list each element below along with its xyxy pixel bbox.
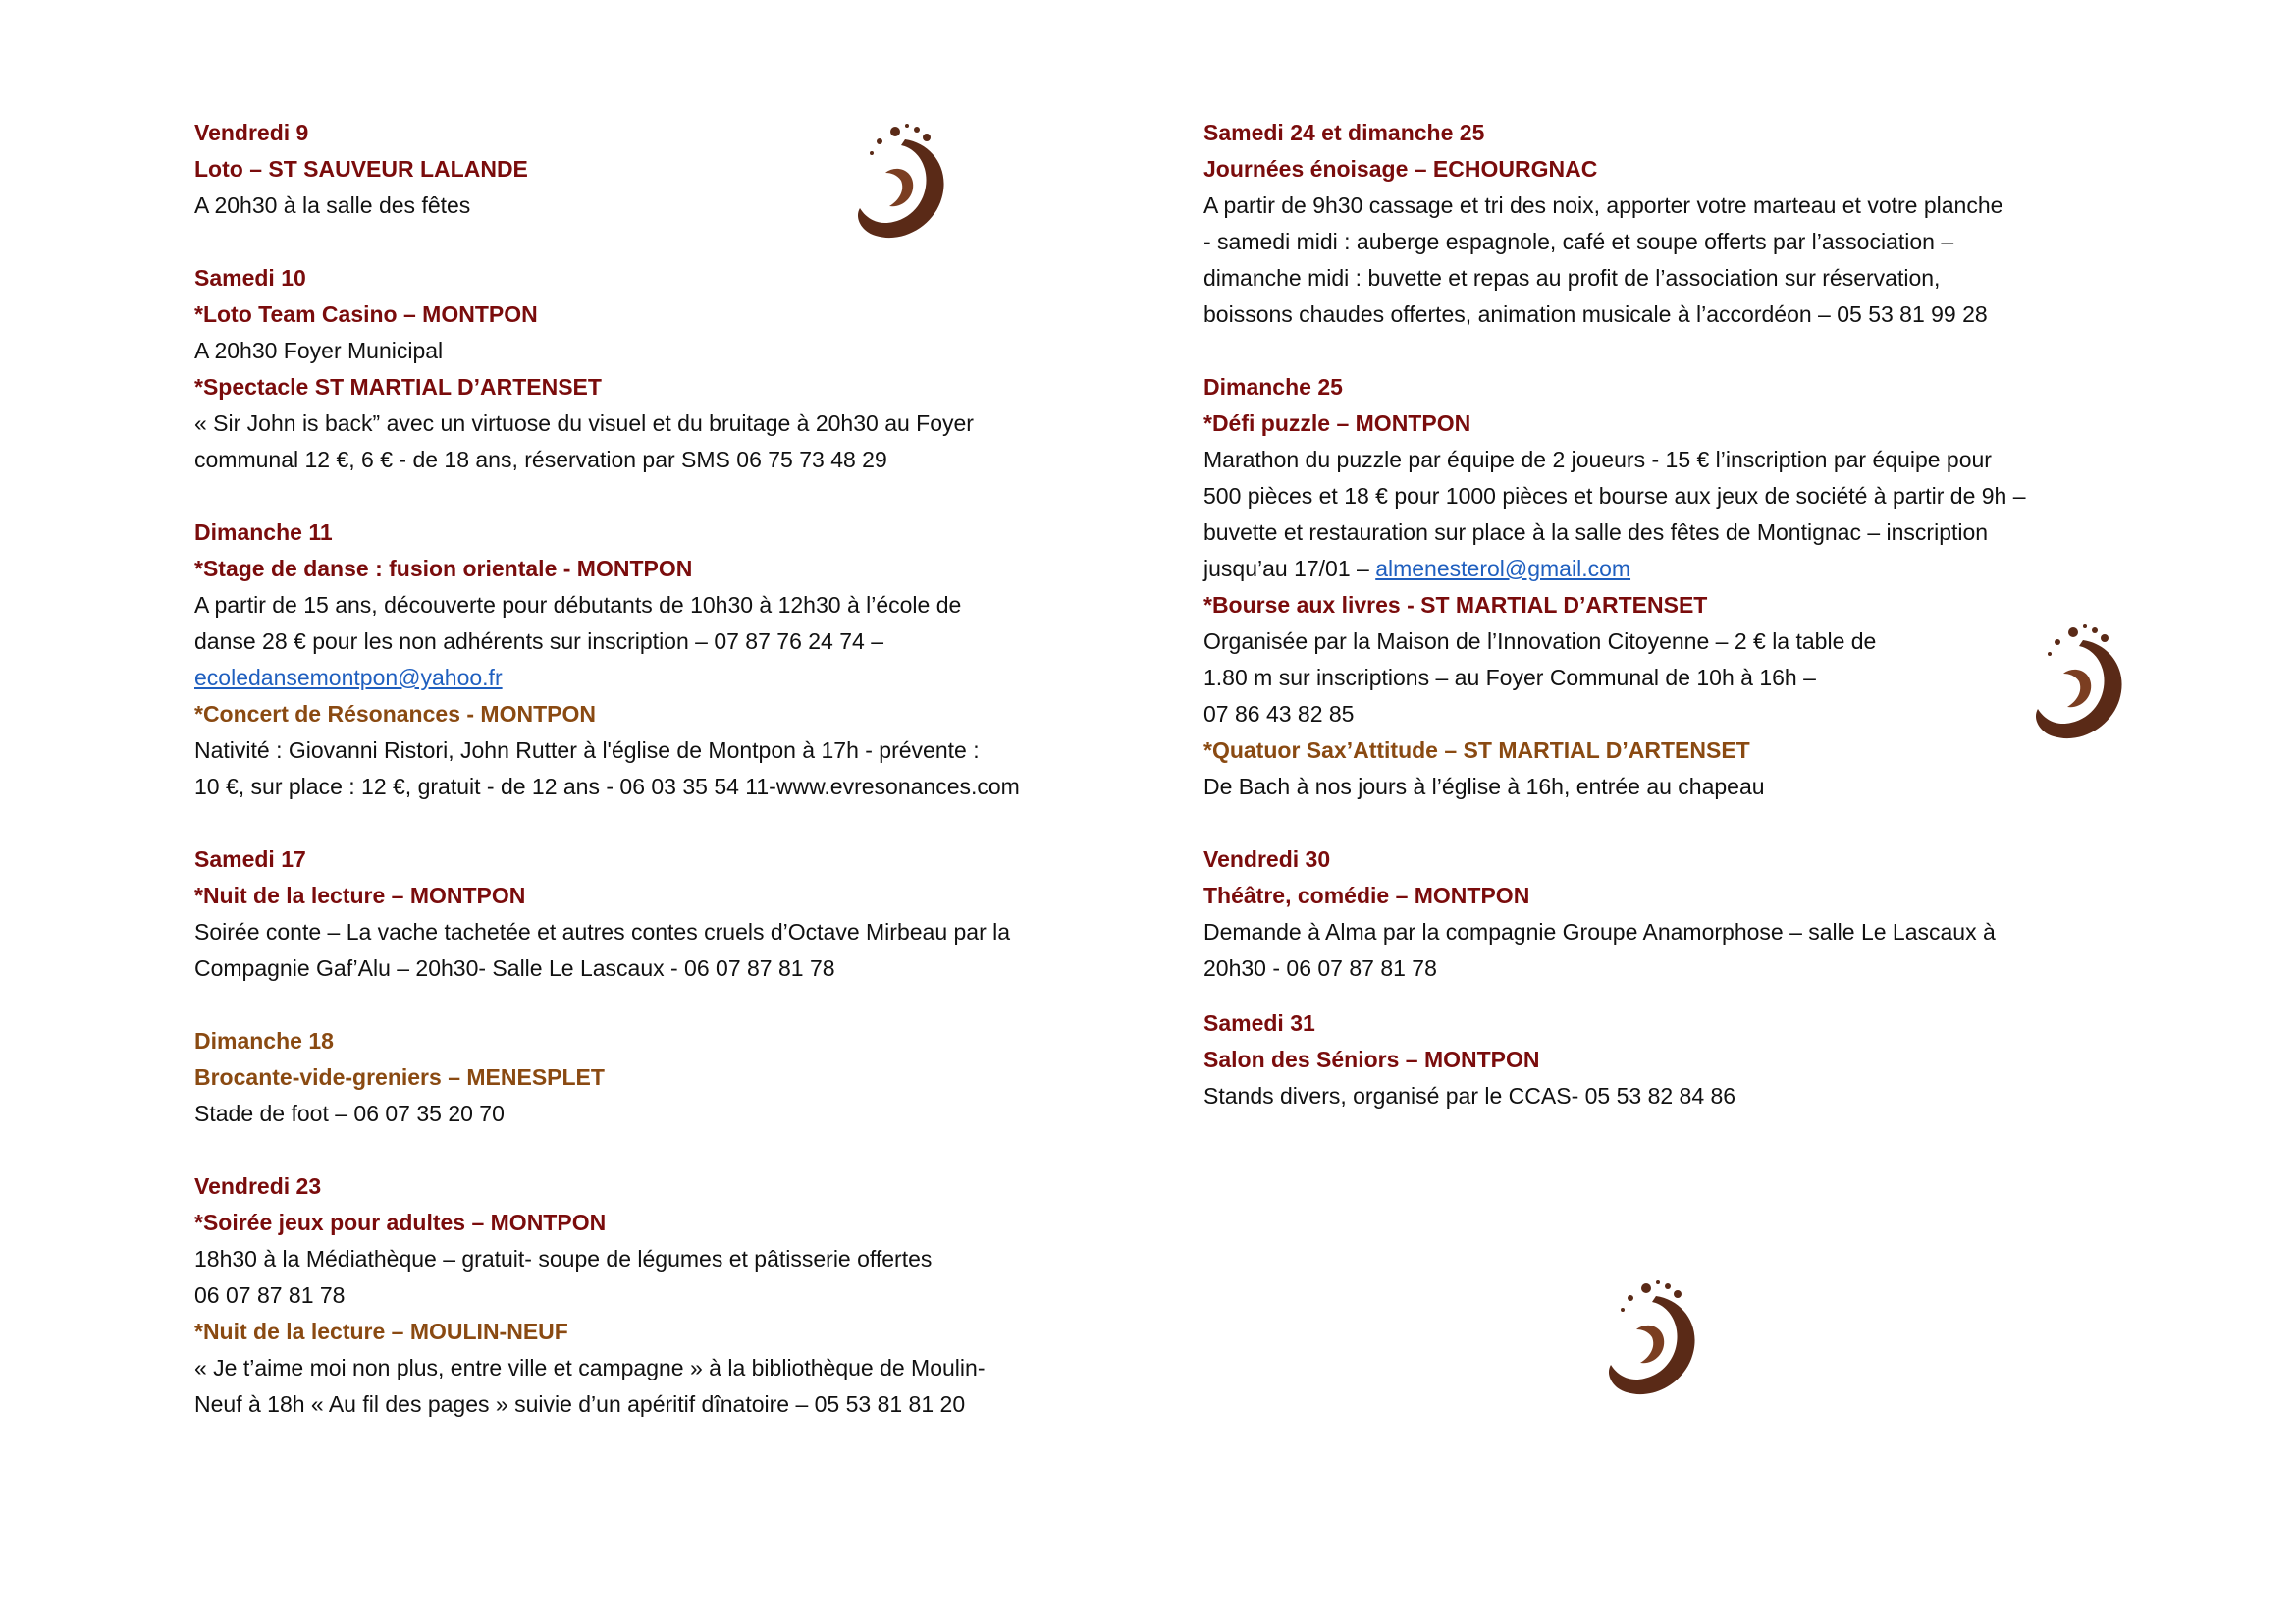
day-section [1203, 1005, 2175, 1114]
event-detail-line: A partir de 15 ans, découverte pour débutants de 10h30 à 12h30 à l’école de [194, 592, 962, 618]
event-detail-line: communal 12 €, 6 € - de 18 ans, réservation par SMS 06 75 73 48 29 [194, 447, 887, 472]
day-section [194, 260, 1137, 478]
link-prefix: jusqu’au 17/01 – [1203, 556, 1376, 581]
event-title: *Stage de danse : fusion orientale - MONTPON [194, 556, 693, 581]
event-title: Salon des Séniors – MONTPON [1203, 1047, 1540, 1072]
left-column [194, 115, 1137, 1459]
event-title: *Spectacle ST MARTIAL D’ARTENSET [194, 374, 602, 400]
event-link-line [1203, 551, 2175, 587]
event-title: *Nuit de la lecture – MONTPON [194, 883, 526, 908]
event-title: *Nuit de la lecture – MOULIN-NEUF [194, 1319, 568, 1344]
event-detail-line: danse 28 € pour les non adhérents sur inscription – 07 87 76 24 74 – [194, 628, 883, 654]
event-detail-line: Organisée par la Maison de l’Innovation Citoyenne – 2 € la table de [1203, 628, 1877, 654]
event-detail-line: « Sir John is back” avec un virtuose du visuel et du bruitage à 20h30 au Foyer [194, 410, 974, 436]
event-title: *Soirée jeux pour adultes – MONTPON [194, 1210, 607, 1235]
event-title: *Bourse aux livres - ST MARTIAL D’ARTENSET [1203, 592, 1708, 618]
day-section [194, 1023, 1137, 1132]
event-detail-line: Stade de foot – 06 07 35 20 70 [194, 1101, 505, 1126]
chocolate-splash-icon [1587, 1276, 1725, 1414]
chocolate-splash-icon [2014, 621, 2152, 758]
day-heading: Samedi 24 et dimanche 25 [1203, 120, 1485, 145]
event-detail-line: Soirée conte – La vache tachetée et autres contes cruels d’Octave Mirbeau par la [194, 919, 1011, 945]
day-heading: Vendredi 30 [1203, 846, 1331, 872]
event-detail-line: - samedi midi : auberge espagnole, café et soupe offerts par l’association – [1203, 229, 1954, 254]
event-detail-line: Neuf à 18h « Au fil des pages » suivie d’un apéritif dînatoire – 05 53 81 81 20 [194, 1391, 966, 1417]
day-section [1203, 841, 2175, 987]
event-detail-line: A 20h30 Foyer Municipal [194, 338, 444, 363]
day-section [194, 514, 1137, 805]
email-link[interactable]: ecoledansemontpon@yahoo.fr [194, 665, 503, 690]
event-detail-line: buvette et restauration sur place à la salle des fêtes de Montignac – inscription [1203, 519, 1989, 545]
event-detail-line: Marathon du puzzle par équipe de 2 joueurs - 15 € l’inscription par équipe pour [1203, 447, 1992, 472]
event-title: *Défi puzzle – MONTPON [1203, 410, 1471, 436]
event-detail-line: A partir de 9h30 cassage et tri des noix, apporter votre marteau et votre planche [1203, 192, 2003, 218]
event-title: Journées énoisage – ECHOURGNAC [1203, 156, 1598, 182]
day-section [194, 841, 1137, 987]
event-title: *Concert de Résonances - MONTPON [194, 701, 596, 727]
day-heading: Samedi 10 [194, 265, 306, 291]
day-section [194, 1168, 1137, 1423]
event-detail-line: 06 07 87 81 78 [194, 1282, 346, 1308]
event-title: Théâtre, comédie – MONTPON [1203, 883, 1530, 908]
day-heading: Vendredi 9 [194, 120, 309, 145]
event-detail-line: A 20h30 à la salle des fêtes [194, 192, 471, 218]
day-section [1203, 115, 2175, 333]
day-heading: Samedi 31 [1203, 1010, 1315, 1036]
event-detail-line: De Bach à nos jours à l’église à 16h, entrée au chapeau [1203, 774, 1765, 799]
event-detail-line: dimanche midi : buvette et repas au profit de l’association sur réservation, [1203, 265, 1941, 291]
day-heading: Vendredi 23 [194, 1173, 322, 1199]
event-detail-line: 07 86 43 82 85 [1203, 701, 1355, 727]
event-detail-line: « Je t’aime moi non plus, entre ville et campagne » à la bibliothèque de Moulin- [194, 1355, 986, 1380]
email-link[interactable]: almenesterol@gmail.com [1375, 556, 1631, 581]
event-detail-line: Nativité : Giovanni Ristori, John Rutter à l'église de Montpon à 17h - prévente : [194, 737, 980, 763]
event-title: *Quatuor Sax’Attitude – ST MARTIAL D’ARTENSET [1203, 737, 1750, 763]
day-heading: Dimanche 25 [1203, 374, 1343, 400]
chocolate-splash-icon [836, 120, 974, 257]
event-detail-line: boissons chaudes offertes, animation musicale à l’accordéon – 05 53 81 99 28 [1203, 301, 1988, 327]
event-detail-line: 1.80 m sur inscriptions – au Foyer Communal de 10h à 16h – [1203, 665, 1816, 690]
day-heading: Dimanche 18 [194, 1028, 334, 1054]
event-detail-line: Stands divers, organisé par le CCAS- 05 53 82 84 86 [1203, 1083, 1736, 1109]
day-section [194, 115, 1137, 224]
event-detail-line: 18h30 à la Médiathèque – gratuit- soupe de légumes et pâtisserie offertes [194, 1246, 933, 1272]
day-heading: Samedi 17 [194, 846, 306, 872]
event-title: Loto – ST SAUVEUR LALANDE [194, 156, 528, 182]
event-title: Brocante-vide-greniers – MENESPLET [194, 1064, 605, 1090]
event-detail-line: Demande à Alma par la compagnie Groupe Anamorphose – salle Le Lascaux à [1203, 919, 1996, 945]
event-detail-line: 500 pièces et 18 € pour 1000 pièces et bourse aux jeux de société à partir de 9h – [1203, 483, 2026, 509]
event-detail-line: 20h30 - 06 07 87 81 78 [1203, 955, 1437, 981]
event-detail-line: Compagnie Gaf’Alu – 20h30- Salle Le Lascaux - 06 07 87 81 78 [194, 955, 835, 981]
event-link-line [194, 660, 1137, 696]
event-title: *Loto Team Casino – MONTPON [194, 301, 538, 327]
event-detail-line: 10 €, sur place : 12 €, gratuit - de 12 ans - 06 03 35 54 11-www.evresonances.com [194, 774, 1020, 799]
day-heading: Dimanche 11 [194, 519, 333, 545]
